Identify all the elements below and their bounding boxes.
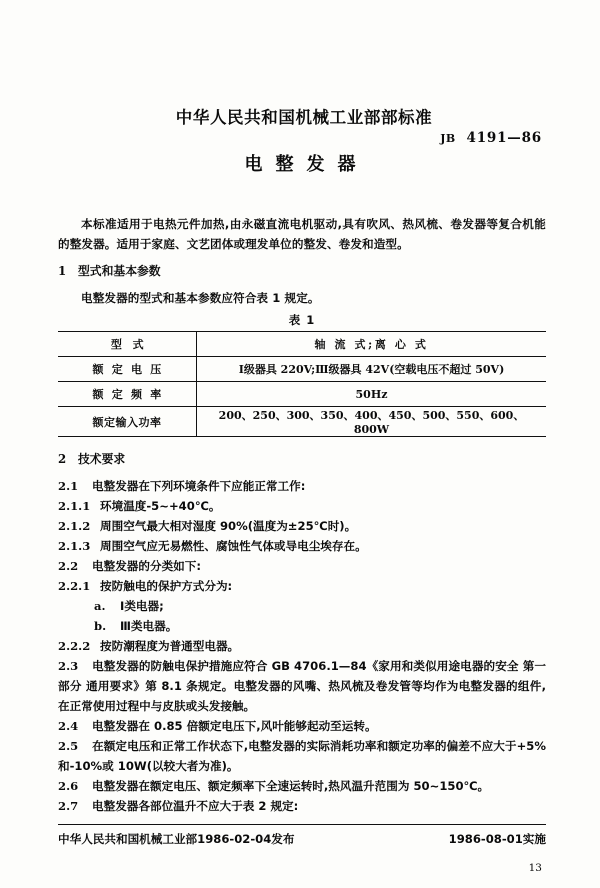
list-marker: b. (94, 619, 107, 633)
clause-text: 环境温度-5~+40℃。 (100, 499, 221, 513)
clause-text: 电整发器在额定电压、额定频率下全速运转时,热风温升范围为 50~150℃。 (92, 779, 490, 793)
clause-number: 2.7 (58, 799, 79, 813)
clause-2-2 (58, 556, 546, 576)
standard-number (440, 130, 542, 146)
footer-divider (58, 824, 546, 825)
clause-text: 电整发器各部位温升不应大于表 2 规定: (92, 799, 299, 813)
footer (58, 831, 546, 847)
row-value: Ⅰ级器具 220V;Ⅲ级器具 42V(空载电压不超过 50V) (197, 357, 547, 382)
row-value: 200、250、300、350、400、450、500、550、600、800W (197, 407, 547, 437)
clause-number: 2.2.2 (58, 639, 91, 653)
scope-paragraph: 本标准适用于电热元件加热,由永磁直流电机驱动,具有吹风、热风梳、卷发器等复合机能的整发器。适用于家庭、文艺团体或理发单位的整发、卷发和造型。 (58, 217, 546, 251)
clause-text: 在额定电压和正常工作状态下,电整发器的实际消耗功率和额定功率的偏差不应大于+5%和-10%或 10W(以较大者为准)。 (58, 739, 546, 773)
spacer (58, 437, 546, 449)
clause-text: 周围空气最大相对湿度 90%(温度为±25℃时)。 (100, 519, 357, 533)
list-item (58, 596, 546, 616)
section-1-title: 型式和基本参数 (78, 264, 161, 278)
document-body (58, 214, 546, 816)
section-1-number: 1 (58, 264, 67, 278)
clause-2-6 (58, 776, 546, 796)
clause-number: 2.2.1 (58, 579, 91, 593)
clause-number: 2.1.1 (58, 499, 91, 513)
section-2-heading (58, 449, 546, 469)
issuing-organization-title: 中华人民共和国机械工业部部标准 (175, 108, 433, 127)
specification-table (58, 331, 546, 437)
clause-2-1-1 (58, 496, 546, 516)
list-marker: a. (94, 599, 106, 613)
clause-2-4 (58, 716, 546, 736)
section-2-number: 2 (58, 452, 67, 466)
clause-number: 2.5 (58, 739, 79, 753)
clause-2-7 (58, 796, 546, 816)
effective-date: 1986-08-01实施 (448, 832, 546, 846)
row-value: 50Hz (197, 382, 547, 407)
row-label: 额 定 电 压 (58, 357, 197, 382)
clause-2-3 (58, 656, 546, 716)
page-number: 13 (528, 862, 542, 874)
spacer (58, 469, 546, 476)
clause-number: 2.3 (58, 659, 79, 673)
clause-text: 电整发器在 0.85 倍额定电压下,风叶能够起动至运转。 (92, 719, 377, 733)
clause-text: 电整发器的防触电保护措施应符合 GB 4706.1—84《家用和类似用途电器的安全 第一部分 通用要求》第 8.1 条规定。电整发器的风嘴、热风梳及卷发管等均作为电整发器的组件,在正常使用过程中与皮肤或头发接触。 (58, 659, 546, 713)
clause-text: 周围空气应无易燃性、腐蚀性气体或导电尘埃存在。 (100, 539, 367, 553)
section-1-heading (58, 261, 546, 281)
clause-text: 按防触电的保护方式分为: (100, 579, 233, 593)
row-label: 型 式 (58, 332, 197, 357)
spacer (58, 254, 546, 261)
table-row (58, 332, 546, 357)
section-2-title: 技术要求 (78, 452, 126, 466)
clause-number: 2.1 (58, 479, 79, 493)
clause-text: 电整发器的分类如下: (92, 559, 201, 573)
clause-2-1-2 (58, 516, 546, 536)
table-row (58, 382, 546, 407)
clause-number: 2.1.2 (58, 519, 91, 533)
clause-2-5 (58, 736, 546, 776)
list-item (58, 616, 546, 636)
clause-2-2-2 (58, 636, 546, 656)
clause-text: 按防潮程度为普通型电器。 (100, 639, 240, 653)
row-value: 轴 流 式;离 心 式 (197, 332, 547, 357)
list-item-text: Ⅲ类电器。 (120, 619, 178, 633)
issuer-and-release-date: 中华人民共和国机械工业部1986-02-04发布 (58, 832, 295, 846)
row-label: 额定输入功率 (58, 407, 197, 437)
clause-text: 电整发器在下列环境条件下应能正常工作: (92, 479, 306, 493)
row-label: 额 定 频 率 (58, 382, 197, 407)
table-1-lead-in: 电整发器的型式和基本参数应符合表 1 规定。 (81, 291, 320, 305)
clause-number: 2.1.3 (58, 539, 91, 553)
list-item-text: Ⅰ类电器; (120, 599, 164, 613)
clause-number: 2.6 (58, 779, 79, 793)
spacer (58, 281, 546, 288)
standard-prefix: JB (440, 132, 456, 145)
clause-2-1-3 (58, 536, 546, 556)
clause-2-1 (58, 476, 546, 496)
document-title: 电整发器 (244, 154, 369, 175)
table-row (58, 407, 546, 437)
standard-code: 4191—86 (466, 130, 542, 146)
clause-number: 2.2 (58, 559, 79, 573)
clause-number: 2.4 (58, 719, 79, 733)
clause-2-2-1 (58, 576, 546, 596)
table-row (58, 357, 546, 382)
table-1-caption: 表 1 (288, 313, 316, 327)
